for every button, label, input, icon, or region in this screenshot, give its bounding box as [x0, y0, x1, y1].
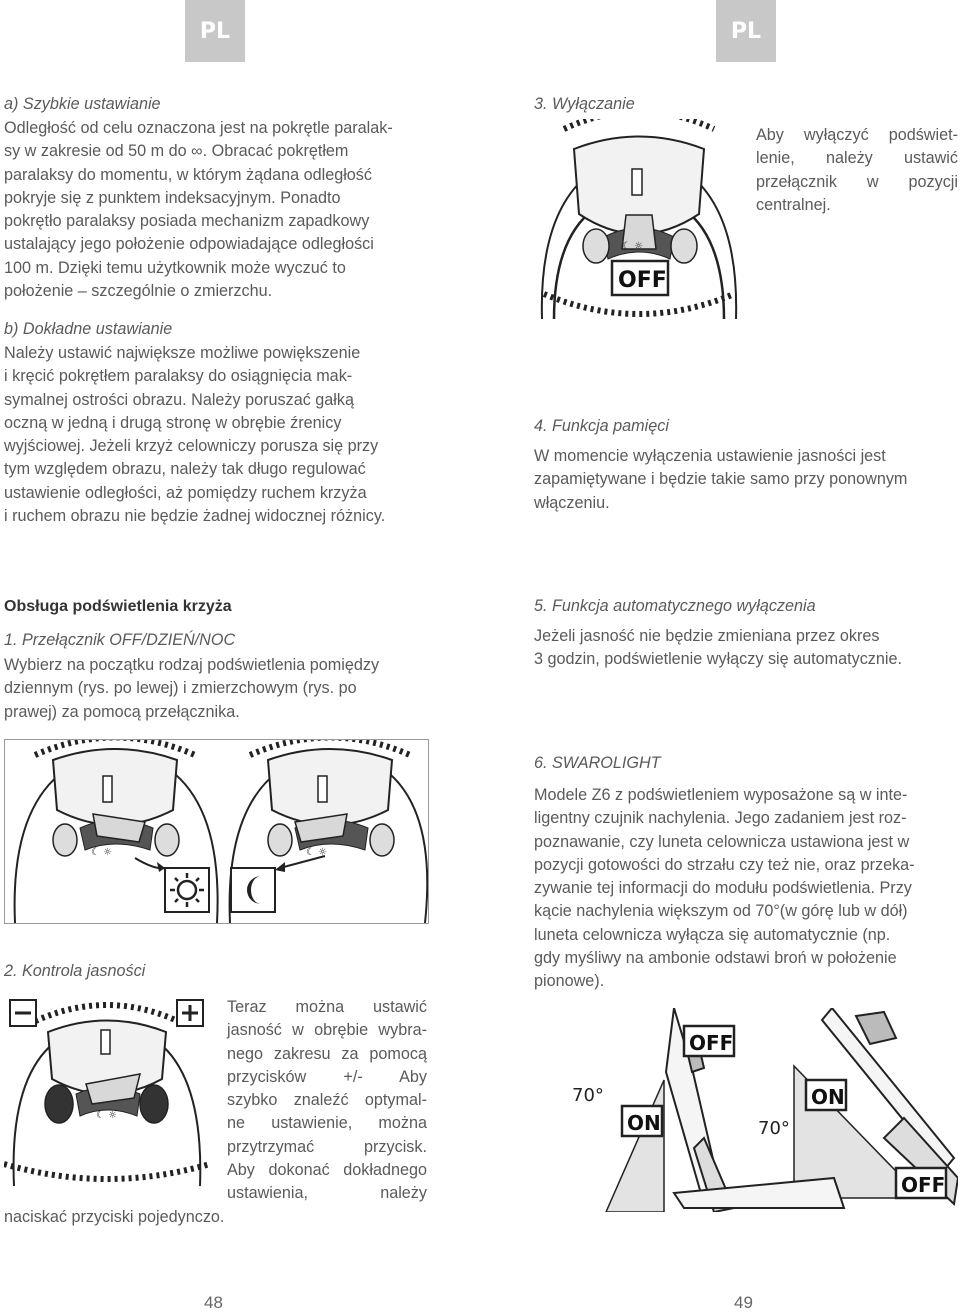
- section-4-title: 4. Funkcja pamięci: [534, 417, 669, 435]
- text-line: i kręcić pokrętłem paralaksy do osiągnięcia mak-: [4, 367, 353, 386]
- text-line: prawej) za pomocą przełącznika.: [4, 702, 240, 721]
- off-label-top: OFF: [689, 1031, 734, 1055]
- text-line: lenie, należy ustawić: [756, 149, 958, 168]
- day-scope-illustration: [15, 740, 218, 923]
- text-line: zywanie tej informacji do modułu podświetlenia. Przy: [534, 879, 912, 898]
- text-line: zapamiętywane i będzie takie samo przy ponownym: [534, 470, 908, 489]
- text-line: 3 godzin, podświetlenie wyłączy się automatycznie.: [534, 650, 903, 669]
- section-2-body: [227, 996, 427, 1206]
- text-line: szybko znaleźć optymal-: [227, 1091, 427, 1110]
- night-scope-illustration: [230, 740, 428, 923]
- text-line: Aby dokonać dokładnego: [227, 1161, 427, 1180]
- language-tab-left: PL: [185, 0, 245, 62]
- section-b-title: b) Dokładne ustawianie: [4, 320, 173, 338]
- text-line: luneta celownicza wyłącza się automatycznie (np.: [534, 925, 891, 944]
- svg-text:☾ ☼: ☾ ☼: [306, 847, 328, 858]
- angle-label-left: 70°: [572, 1085, 604, 1106]
- section-6-body: [534, 784, 958, 994]
- text-line: ne ustawienie, można: [227, 1114, 427, 1133]
- day-night-figure: [4, 739, 429, 924]
- section-1-body: [4, 654, 428, 724]
- section-2-title: 2. Kontrola jasności: [4, 962, 146, 980]
- text-line: gdy myśliwy na ambonie odstawi broń w położenie: [534, 949, 897, 968]
- svg-text:☾ ☼: ☾ ☼: [622, 241, 644, 252]
- text-line: pokrętło paralaksy posiada mechanizm zapadkowy: [4, 212, 370, 231]
- text-line: włączeniu.: [534, 493, 610, 512]
- text-line: Odległość od celu oznaczona jest na pokrętle paralak-: [4, 119, 393, 137]
- svg-text:☾ ☼: ☾ ☼: [91, 847, 113, 858]
- section-2-last-line: naciskać przyciski pojedynczo.: [4, 1208, 225, 1226]
- text-line: Aby wyłączyć podświet-: [756, 126, 958, 144]
- text-line: przycisków +/- Aby: [227, 1067, 427, 1086]
- text-line: pokryje się z punktem indeksacyjnym. Ponadto: [4, 188, 341, 207]
- text-line: W momencie wyłączenia ustawienie jasności jest: [534, 447, 886, 465]
- text-line: Modele Z6 z podświetleniem wyposażone są w inte-: [534, 786, 908, 804]
- off-switch-figure: [534, 119, 744, 319]
- text-line: jasność w obrębie wybra-: [227, 1021, 427, 1040]
- text-line: centralnej.: [756, 195, 831, 214]
- on-label-left: ON: [627, 1111, 661, 1135]
- text-line: dziennym (rys. po lewej) i zmierzchowym (rys. po: [4, 679, 357, 698]
- section-5-title: 5. Funkcja automatycznego wyłączenia: [534, 597, 816, 615]
- text-line: i ruchem obrazu nie będzie żadnej widocznej różnicy.: [4, 507, 386, 526]
- text-line: ustalający jego położenie odpowiadające odległości: [4, 235, 374, 254]
- off-label: OFF: [618, 268, 667, 293]
- section-a-body: [4, 117, 428, 303]
- text-line: poznawanie, czy luneta celownicza ustawiona jest w: [534, 832, 910, 851]
- text-line: pionowe).: [534, 972, 605, 991]
- text-line: sy w zakresie od 50 m do ∞. Obracać pokrętłem: [4, 142, 349, 161]
- text-line: Należy ustawić największe możliwe powiększenie: [4, 344, 361, 362]
- section-5-body: [534, 625, 958, 672]
- angle-label-right: 70°: [758, 1118, 790, 1139]
- text-line: tym względem obrazu, należy tak długo regulować: [4, 460, 366, 479]
- section-3-body: [756, 124, 958, 217]
- text-line: przełącznik w pozycji: [756, 172, 958, 191]
- section-a-title: a) Szybkie ustawianie: [4, 95, 161, 113]
- section-4-body: [534, 445, 958, 515]
- text-line: ustawienie odległości, aż pomiędzy ruchem krzyża: [4, 483, 367, 502]
- section-b-body: [4, 342, 428, 528]
- svg-text:☾ ☼: ☾ ☼: [96, 1110, 118, 1121]
- text-line: Wybierz na początku rodzaj podświetlenia pomiędzy: [4, 656, 380, 674]
- text-line: ligentny czujnik nachylenia. Jego zadaniem jest roz-: [534, 809, 907, 828]
- on-label-right: ON: [811, 1085, 845, 1109]
- text-line: kącie nachylenia większym od 70°(w górę lub w dół): [534, 902, 908, 921]
- page-number-left: 48: [204, 1293, 223, 1312]
- text-line: nego zakresu za pomocą: [227, 1044, 427, 1063]
- text-line: wyjściowej. Jeżeli krzyż celowniczy porusza się przy: [4, 437, 379, 456]
- text-line: oczną w jedną i drugą stronę w obrębie źrenicy: [4, 413, 342, 432]
- brightness-buttons-figure: [4, 994, 210, 1186]
- text-line: symalnej ostrości obrazu. Należy poruszać gałką: [4, 390, 354, 409]
- illumination-heading: Obsługa podświetlenia krzyża: [4, 598, 232, 615]
- text-line: ustawienia, należy: [227, 1184, 427, 1203]
- language-tab-right: PL: [716, 0, 776, 62]
- page-number-right: 49: [734, 1293, 753, 1312]
- section-6-title: 6. SWAROLIGHT: [534, 754, 661, 772]
- text-line: Teraz można ustawić: [227, 998, 427, 1016]
- section-1-title: 1. Przełącznik OFF/DZIEŃ/NOC: [4, 631, 236, 649]
- text-line: Jeżeli jasność nie będzie zmieniana przez okres: [534, 627, 880, 645]
- tilt-sensor-figure: [534, 1008, 958, 1212]
- text-line: paralaksy do momentu, w którym żądana odległość: [4, 165, 372, 184]
- text-line: 100 m. Dzięki temu użytkownik może wyczuć to: [4, 258, 346, 277]
- text-line: przytrzymać przycisk.: [227, 1137, 427, 1156]
- text-line: położenie – szczególnie o zmierzchu.: [4, 282, 273, 301]
- section-3-title: 3. Wyłączanie: [534, 95, 635, 113]
- text-line: pozycji gotowości do strzału czy też nie, oraz przeka-: [534, 855, 915, 874]
- off-label-bottom: OFF: [901, 1173, 946, 1197]
